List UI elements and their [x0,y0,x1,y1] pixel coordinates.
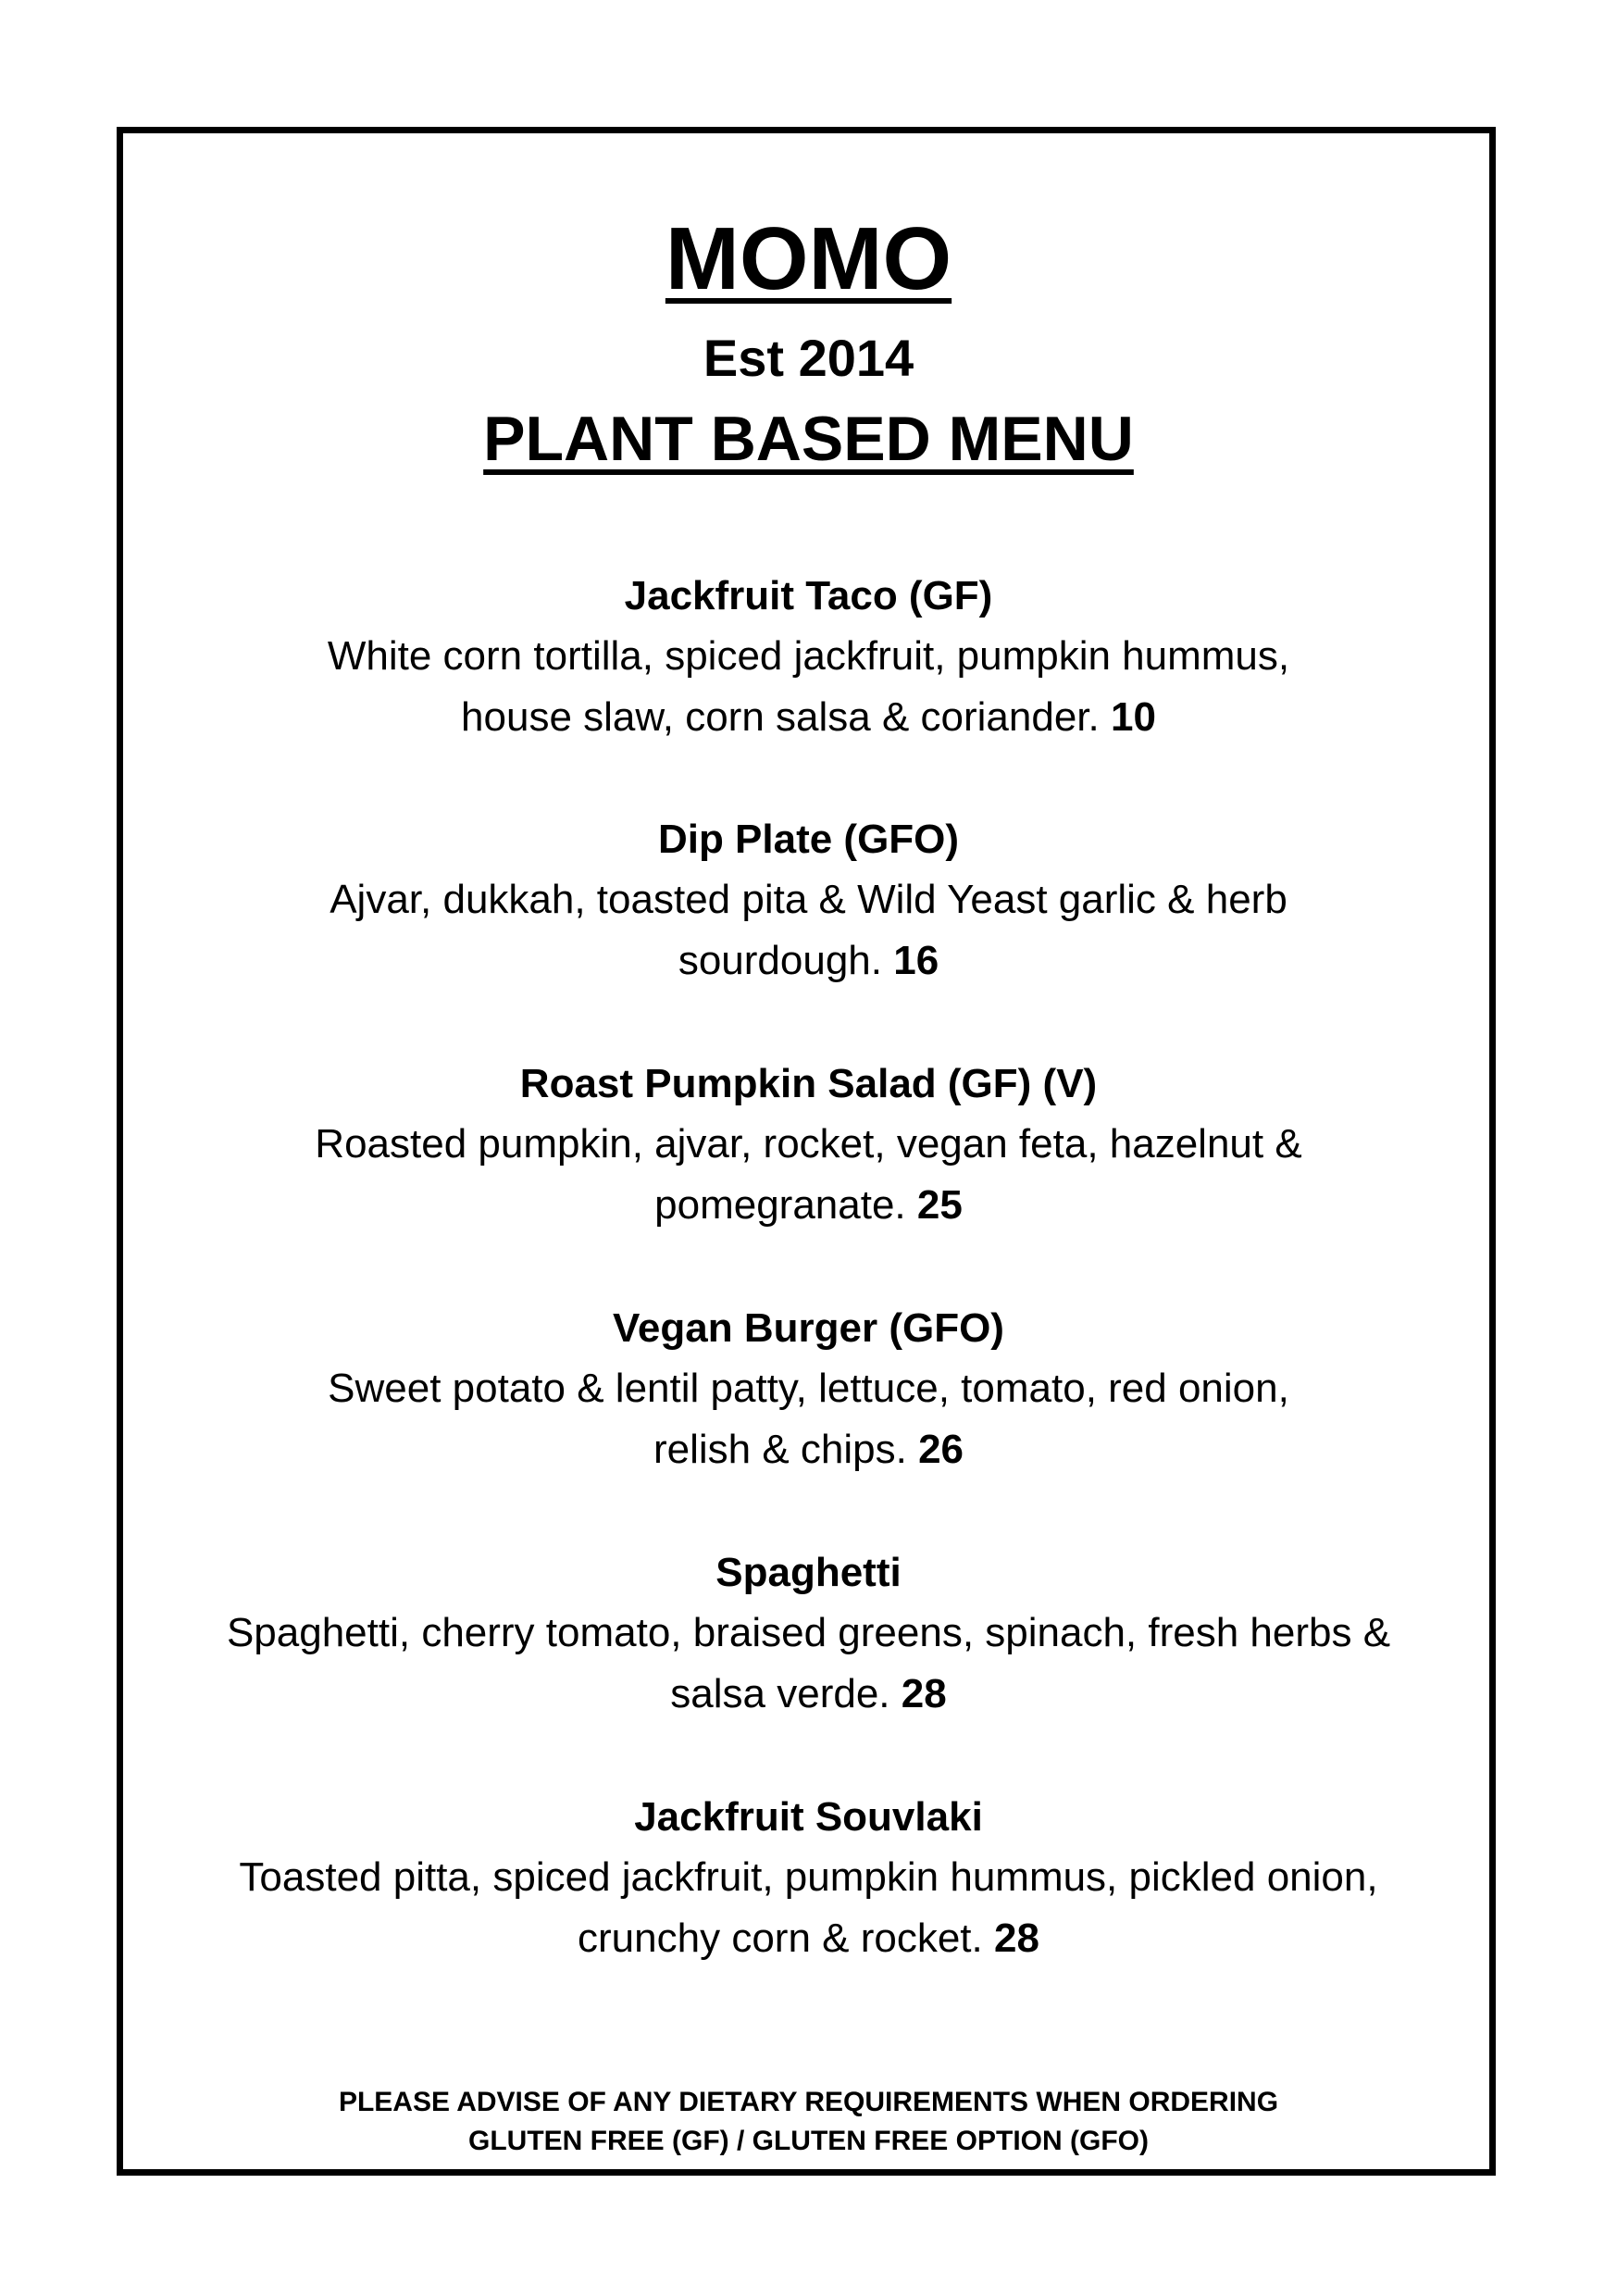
menu-title: PLANT BASED MENU [483,404,1134,474]
menu-item-price: 25 [916,1182,963,1228]
menu-item-description: relish & chips. 26 [653,1427,964,1472]
dietary-legend-line: GLUTEN FREE (GF) / GLUTEN FREE OPTION (GFO) [468,2126,1149,2156]
menu-item-description: crunchy corn & rocket. 28 [578,1915,1039,1961]
menu-item-name: Jackfruit Souvlaki [634,1794,983,1840]
menu-item-description: Toasted pitta, spiced jackfruit, pumpkin hummus, pickled onion, [239,1854,1378,1900]
menu-item [0,567,1617,748]
menu-item-price: 28 [901,1671,947,1716]
menu-item-price: 28 [994,1915,1039,1961]
menu-item-price: 26 [918,1427,964,1472]
menu-item-description: sourdough. 16 [678,938,939,983]
menu-item [0,810,1617,992]
menu-item-description: White corn tortilla, spiced jackfruit, pumpkin hummus, [327,633,1290,679]
menu-item-description: salsa verde. 28 [670,1671,947,1716]
menu-item [0,1054,1617,1236]
menu-item-description: house slaw, corn salsa & coriander. 10 [461,694,1156,740]
dietary-notice [0,2083,1617,2161]
menu-item-name: Jackfruit Taco (GF) [624,573,993,618]
menu-item-description: Roasted pumpkin, ajvar, rocket, vegan feta, hazelnut & [315,1121,1302,1167]
menu-item-name: Roast Pumpkin Salad (GF) (V) [519,1061,1098,1106]
menu-item-name: Spaghetti [715,1550,902,1595]
menu-item-description: Sweet potato & lentil patty, lettuce, tomato, red onion, [328,1366,1289,1411]
menu-item-name: Vegan Burger (GFO) [613,1305,1004,1351]
menu-item-description: Ajvar, dukkah, toasted pita & Wild Yeast garlic & herb [330,877,1287,922]
menu-item-name: Dip Plate (GFO) [657,817,960,862]
menu-item-description: Spaghetti, cherry tomato, braised greens, spinach, fresh herbs & [226,1610,1391,1655]
menu-item-price: 16 [893,938,939,983]
menu-item [0,1788,1617,1969]
menu-item [0,1299,1617,1480]
established-year: Est 2014 [703,329,914,387]
menu-item-description: pomegranate. 25 [654,1182,963,1228]
dietary-notice-line: PLEASE ADVISE OF ANY DIETARY REQUIREMENTS WHEN ORDERING [338,2087,1279,2117]
menu-item-price: 10 [1111,694,1156,740]
restaurant-name: MOMO [665,209,952,308]
menu-item [0,1543,1617,1725]
